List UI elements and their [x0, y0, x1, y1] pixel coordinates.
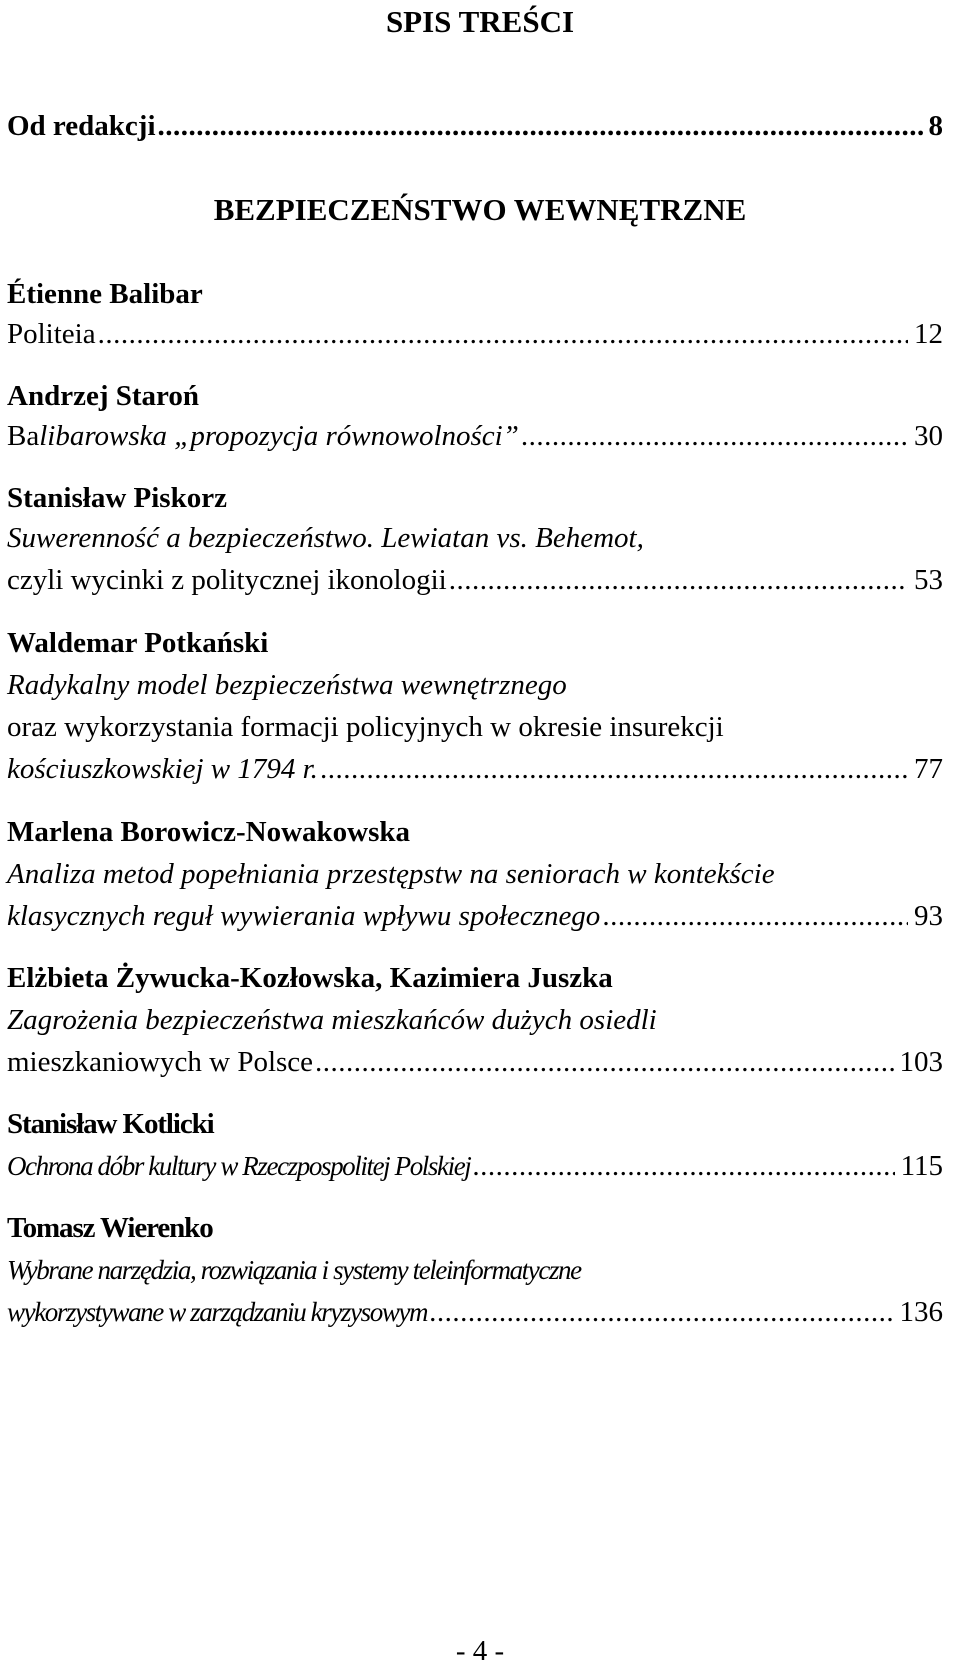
dot-leader: [315, 1043, 893, 1081]
toc-title-line: Zagrożenia bezpieczeństwa mieszkańców dużych osiedli: [7, 1004, 657, 1036]
toc-author: Andrzej Staroń: [7, 380, 199, 412]
page-number: 103: [899, 1046, 943, 1078]
page-number: 115: [900, 1150, 943, 1182]
toc-title-text: wykorzystywane w zarządzaniu kryzysowym: [7, 1297, 428, 1327]
toc-author: Elżbieta Żywucka-Kozłowska, Kazimiera Juszka: [7, 962, 613, 994]
page-number: 8: [928, 110, 943, 142]
page-number: 93: [914, 900, 943, 932]
dot-leader: [602, 897, 908, 935]
page-number: 12: [914, 318, 943, 350]
page-number: 77: [914, 753, 943, 785]
toc-title-text: czyli wycinki z politycznej ikonologii: [7, 564, 447, 596]
toc-author: Tomasz Wierenko: [7, 1212, 213, 1244]
toc-entry-title[interactable]: [7, 1147, 943, 1185]
toc-author: Waldemar Potkański: [7, 627, 269, 659]
toc-title-line: Suwerenność a bezpieczeństwo. Lewiatan vs. Behemot,: [7, 522, 644, 554]
toc-title-text: klasycznych reguł wywierania wpływu społecznego: [7, 900, 601, 932]
toc-title-line: oraz wykorzystania formacji policyjnych w okresie insurekcji: [7, 711, 724, 743]
toc-author: Stanisław Piskorz: [7, 482, 227, 514]
page-footer-number: - 4 -: [455, 1635, 505, 1667]
toc-entry-intro[interactable]: [7, 107, 943, 145]
toc-entry-label: Od redakcji: [7, 110, 156, 142]
page-title: SPIS TREŚCI: [385, 4, 575, 39]
toc-title-text: kościuszkowskiej w 1794 r.: [7, 753, 318, 785]
toc-entry-title[interactable]: [7, 1293, 943, 1331]
toc-entry-title[interactable]: [7, 897, 943, 935]
dot-leader: [429, 1293, 893, 1331]
page-number: 53: [914, 564, 943, 596]
toc-author: Étienne Balibar: [7, 278, 203, 310]
toc-author: Stanisław Kotlicki: [7, 1108, 214, 1140]
toc-title-line: Wybrane narzędzia, rozwiązania i systemy teleinformatyczne: [7, 1255, 581, 1285]
dot-leader: [98, 315, 908, 353]
toc-title-text: [7, 417, 519, 455]
title-italic: libarowska „propozycja równowolności”: [39, 420, 519, 452]
toc-title-text: mieszkaniowych w Polsce: [7, 1046, 314, 1078]
page-number: 30: [914, 420, 943, 452]
dot-leader: [521, 417, 908, 455]
dot-leader: [158, 107, 923, 145]
dot-leader: [472, 1147, 894, 1185]
toc-title-text: Politeia: [7, 318, 96, 350]
toc-entry-title[interactable]: [7, 315, 943, 353]
title-prefix: Ba: [7, 420, 40, 452]
page-number: 136: [899, 1296, 943, 1328]
toc-author: Marlena Borowicz-Nowakowska: [7, 816, 411, 848]
toc-title-line: Radykalny model bezpieczeństwa wewnętrznego: [7, 669, 567, 701]
toc-title-line: Analiza metod popełniania przestępstw na seniorach w kontekście: [7, 858, 775, 890]
toc-entry-title[interactable]: [7, 750, 943, 788]
dot-leader: [320, 750, 908, 788]
dot-leader: [449, 561, 908, 599]
toc-entry-title[interactable]: [7, 561, 943, 599]
toc-entry-title[interactable]: [7, 1043, 943, 1081]
section-heading: BEZPIECZEŃSTWO WEWNĘTRZNE: [213, 192, 747, 227]
toc-entry-title[interactable]: [7, 417, 943, 455]
toc-title-text: Ochrona dóbr kultury w Rzeczpospolitej Polskiej: [7, 1151, 471, 1181]
